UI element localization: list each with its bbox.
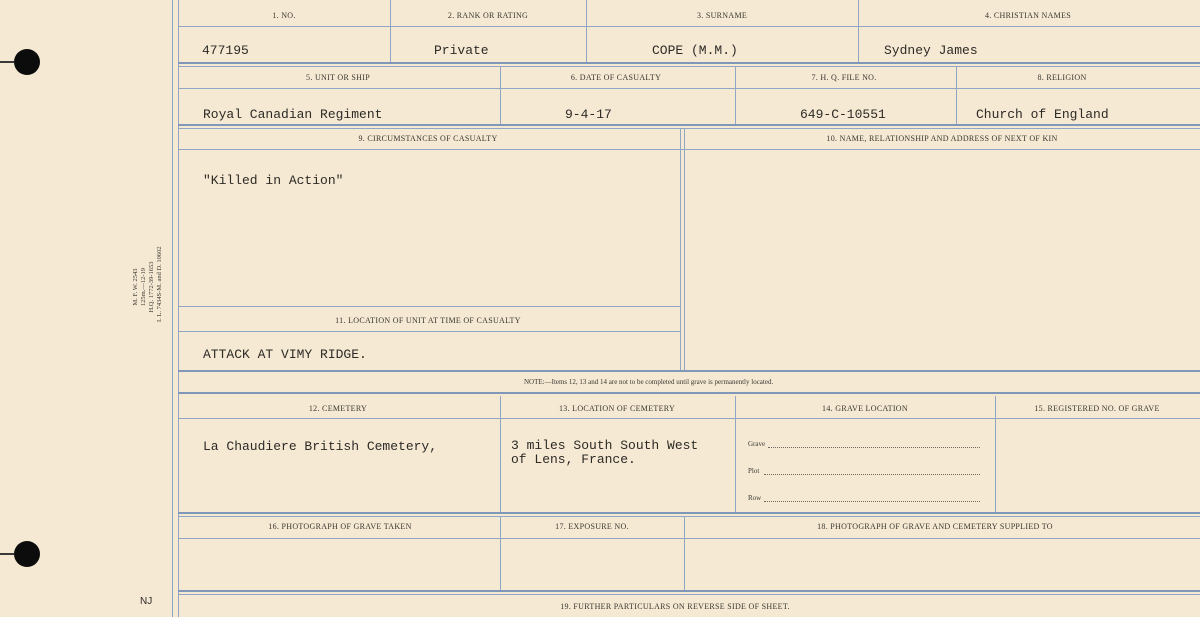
row5-label-rule bbox=[178, 538, 1200, 539]
row3-top bbox=[178, 128, 1200, 129]
punch-hole-mark bbox=[0, 61, 14, 63]
photo-taken-label: 16. PHOTOGRAPH OF GRAVE TAKEN bbox=[268, 522, 412, 531]
row4-label-rule bbox=[178, 418, 1200, 419]
religion-value: Church of England bbox=[976, 107, 1109, 122]
grave-location-label: 14. GRAVE LOCATION bbox=[822, 404, 908, 413]
next-of-kin-label: 10. NAME, RELATIONSHIP AND ADDRESS OF NEXT OF KIN bbox=[826, 134, 1058, 143]
row1-div bbox=[586, 0, 587, 62]
note-text: NOTE:—Items 12, 13 and 14 are not to be completed until grave is permanently located. bbox=[524, 378, 774, 386]
form-code-line: M. F. W. 2543 bbox=[132, 268, 139, 306]
location-of-unit-value: ATTACK AT VIMY RIDGE. bbox=[203, 347, 367, 362]
row1-bottom bbox=[178, 62, 1200, 64]
cemetery-value: La Chaudiere British Cemetery, bbox=[203, 439, 438, 454]
row3-div bbox=[680, 128, 681, 370]
unit-value: Royal Canadian Regiment bbox=[203, 107, 383, 122]
surname-value: COPE (M.M.) bbox=[652, 43, 738, 58]
row5-div bbox=[500, 516, 501, 590]
form-code-line: H.Q. 1772-39-1653 bbox=[148, 261, 155, 313]
row1-div bbox=[390, 0, 391, 62]
frame-left-inner bbox=[178, 0, 179, 617]
photo-supplied-label: 18. PHOTOGRAPH OF GRAVE AND CEMETERY SUPPLIED TO bbox=[817, 522, 1053, 531]
row4-div bbox=[500, 396, 501, 512]
loc-unit-label-rule bbox=[178, 331, 680, 332]
circumstances-label: 9. CIRCUMSTANCES OF CASUALTY bbox=[358, 134, 498, 143]
plot-field-line bbox=[764, 474, 980, 475]
row5-top bbox=[178, 516, 1200, 517]
registered-no-label: 15. REGISTERED NO. OF GRAVE bbox=[1034, 404, 1160, 413]
date-value: 9-4-17 bbox=[565, 107, 612, 122]
plot-field-label: Plot bbox=[748, 467, 760, 475]
punch-hole-top bbox=[14, 49, 40, 75]
row-field-label: Row bbox=[748, 494, 762, 502]
no-label: 1. NO. bbox=[272, 11, 296, 20]
unit-label: 5. UNIT OR SHIP bbox=[306, 73, 370, 82]
grave-field-line bbox=[768, 447, 980, 448]
rank-value: Private bbox=[434, 43, 489, 58]
punch-hole-mark bbox=[0, 553, 14, 555]
hq-file-label: 7. H. Q. FILE NO. bbox=[811, 73, 877, 82]
row3-bottom bbox=[178, 370, 1200, 372]
row1-label-rule bbox=[178, 26, 1200, 27]
row3-label-rule bbox=[178, 149, 1200, 150]
surname-label: 3. SURNAME bbox=[696, 11, 748, 20]
row2-div bbox=[956, 66, 957, 124]
christian-names-value: Sydney James bbox=[884, 43, 978, 58]
punch-hole-bottom bbox=[14, 541, 40, 567]
frame-left bbox=[172, 0, 173, 617]
row4-bottom bbox=[178, 512, 1200, 514]
form-code-line: 125m.—12-19 bbox=[140, 267, 147, 307]
no-value: 477195 bbox=[202, 43, 249, 58]
row2-label-rule bbox=[178, 88, 1200, 89]
exposure-no-label: 17. EXPOSURE NO. bbox=[555, 522, 629, 531]
row-field-line bbox=[764, 501, 980, 502]
row2-top bbox=[178, 66, 1200, 67]
row1-div bbox=[858, 0, 859, 62]
location-of-cemetery-value: 3 miles South South West of Lens, France. bbox=[511, 438, 699, 467]
cemetery-label: 12. CEMETERY bbox=[308, 404, 368, 413]
rank-label: 2. RANK OR RATING bbox=[447, 11, 529, 20]
religion-label: 8. RELIGION bbox=[1037, 73, 1087, 82]
row4-div bbox=[995, 396, 996, 512]
row2-bottom bbox=[178, 124, 1200, 126]
location-of-unit-label: 11. LOCATION OF UNIT AT TIME OF CASUALTY bbox=[335, 316, 521, 325]
loc-unit-top bbox=[178, 306, 680, 307]
date-label: 6. DATE OF CASUALTY bbox=[570, 73, 662, 82]
row2-div bbox=[500, 66, 501, 124]
clerk-initials: NJ bbox=[140, 596, 153, 607]
row6-top bbox=[178, 594, 1200, 595]
hq-file-value: 649-C-10551 bbox=[800, 107, 886, 122]
circumstances-value: "Killed in Action" bbox=[203, 173, 344, 188]
grave-field-label: Grave bbox=[748, 440, 766, 448]
row5-div bbox=[684, 516, 685, 590]
row4-top bbox=[178, 392, 1200, 394]
row5-bottom bbox=[178, 590, 1200, 592]
further-particulars-label: 19. FURTHER PARTICULARS ON REVERSE SIDE OF SHEET. bbox=[560, 602, 790, 611]
form-code bbox=[132, 246, 164, 322]
christian-names-label: 4. CHRISTIAN NAMES bbox=[984, 11, 1072, 20]
row4-div bbox=[735, 396, 736, 512]
row2-div bbox=[735, 66, 736, 124]
location-of-cemetery-label: 13. LOCATION OF CEMETERY bbox=[558, 404, 676, 413]
form-code-line: I. L. 7434S-M. and D. 10602 bbox=[156, 246, 163, 322]
row3-div bbox=[684, 128, 685, 370]
